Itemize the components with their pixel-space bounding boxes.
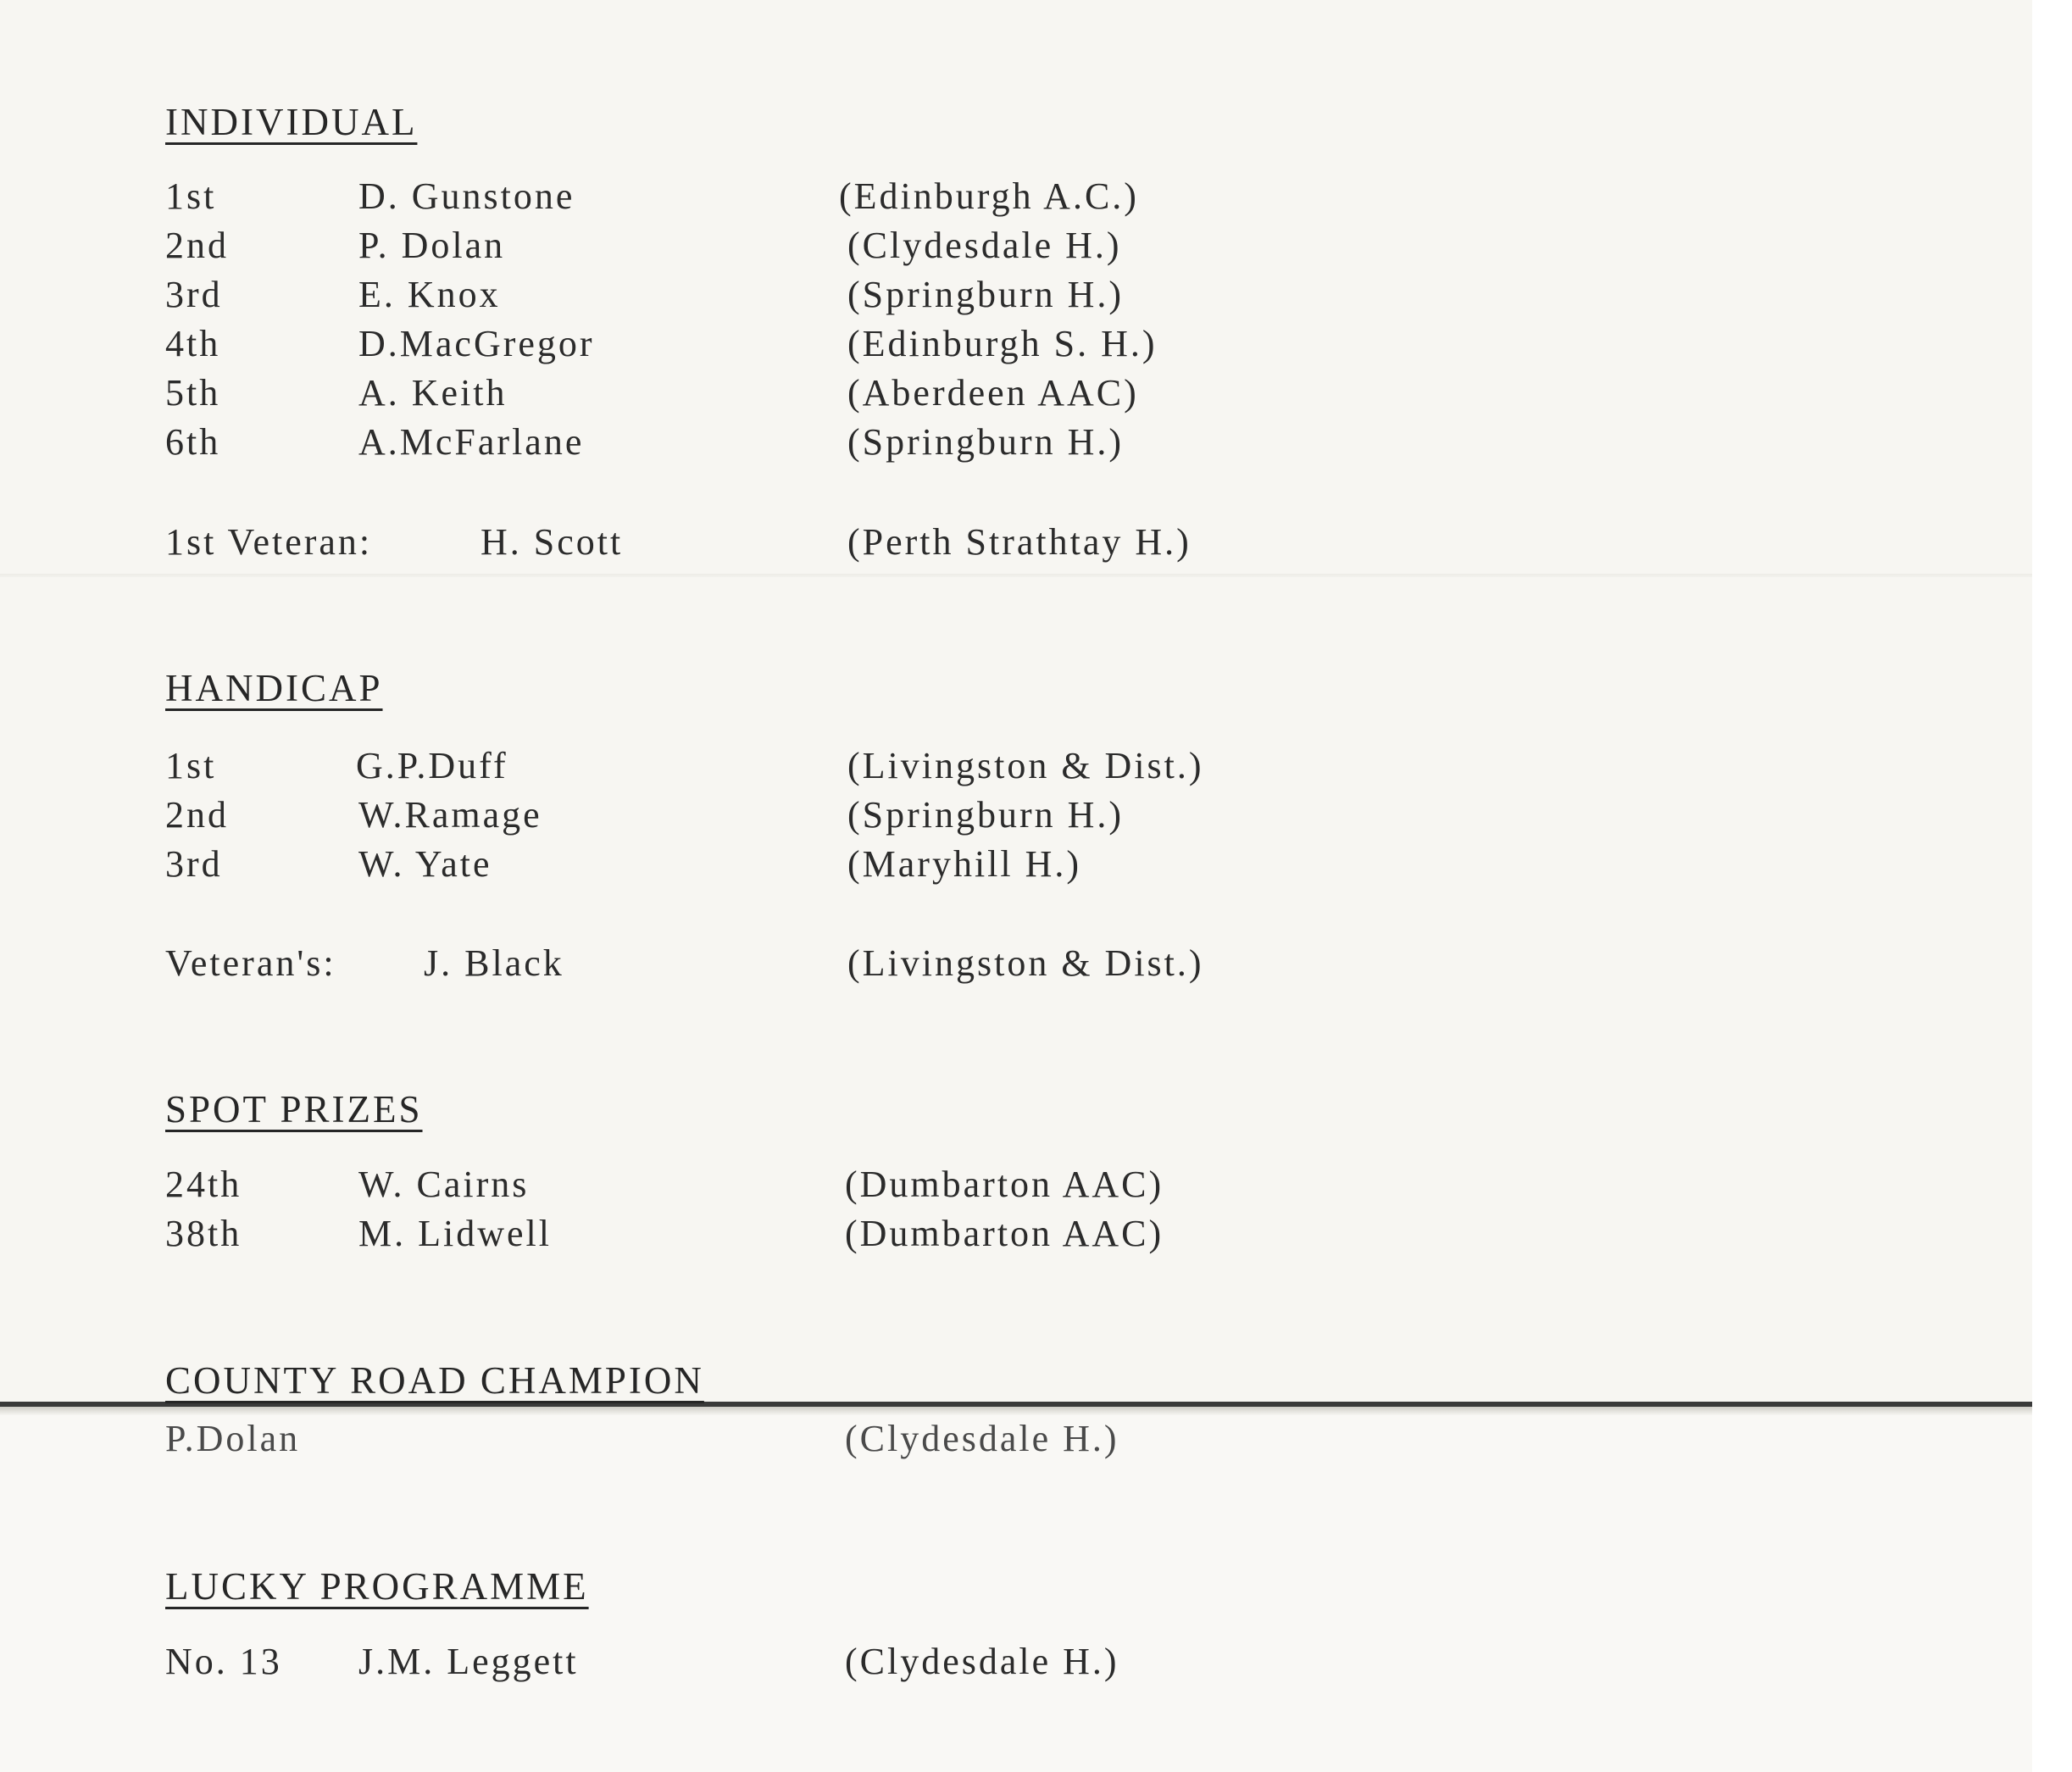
paper-edge-shadow (0, 1407, 2032, 1415)
runner-name: W. Cairns (358, 1164, 530, 1205)
runner-name: P.Dolan (165, 1418, 301, 1459)
place: 24th (165, 1164, 242, 1205)
club: (Clydesdale H.) (845, 1418, 1119, 1459)
runner-name: A.McFarlane (358, 421, 585, 463)
lucky-programme-heading: LUCKY PROGRAMME (165, 1565, 589, 1608)
runner-name: G.P.Duff (356, 745, 508, 786)
place: 3rd (165, 274, 223, 315)
place: 2nd (165, 794, 229, 836)
place: 5th (165, 372, 221, 414)
place: 3rd (165, 843, 223, 885)
place: 38th (165, 1213, 242, 1254)
club: (Maryhill H.) (847, 843, 1082, 885)
runner-name: H. Scott (481, 521, 624, 563)
runner-name: W.Ramage (358, 794, 542, 836)
club: (Livingston & Dist.) (847, 745, 1204, 786)
veteran-label: Veteran's: (165, 942, 336, 984)
place: 1st (165, 745, 217, 786)
club: (Aberdeen AAC) (847, 372, 1139, 414)
veteran-label: 1st Veteran: (165, 521, 373, 563)
county-road-champion-heading: COUNTY ROAD CHAMPION (165, 1359, 704, 1402)
place: 2nd (165, 225, 229, 266)
runner-name: D.MacGregor (358, 323, 595, 364)
club: (Dumbarton AAC) (845, 1213, 1164, 1254)
place: 4th (165, 323, 221, 364)
runner-name: J.M. Leggett (358, 1641, 579, 1682)
paper-fold-line (0, 574, 2032, 577)
place: 1st (165, 175, 217, 217)
club: (Livingston & Dist.) (847, 942, 1204, 984)
programme-number: No. 13 (165, 1641, 282, 1682)
runner-name: P. Dolan (358, 225, 506, 266)
club: (Springburn H.) (847, 274, 1125, 315)
runner-name: D. Gunstone (358, 175, 575, 217)
runner-name: W. Yate (358, 843, 492, 885)
runner-name: E. Knox (358, 274, 501, 315)
club: (Dumbarton AAC) (845, 1164, 1164, 1205)
club: (Clydesdale H.) (847, 225, 1122, 266)
club: (Perth Strathtay H.) (847, 521, 1192, 563)
runner-name: J. Black (424, 942, 564, 984)
club: (Clydesdale H.) (845, 1641, 1119, 1682)
club: (Springburn H.) (847, 421, 1125, 463)
club: (Springburn H.) (847, 794, 1125, 836)
place: 6th (165, 421, 221, 463)
spot-prizes-heading: SPOT PRIZES (165, 1088, 423, 1130)
club: (Edinburgh S. H.) (847, 323, 1158, 364)
scan-margin (2032, 0, 2072, 1772)
individual-heading: INDIVIDUAL (165, 101, 418, 143)
runner-name: M. Lidwell (358, 1213, 552, 1254)
handicap-heading: HANDICAP (165, 667, 383, 709)
club: (Edinburgh A.C.) (839, 175, 1139, 217)
runner-name: A. Keith (358, 372, 508, 414)
